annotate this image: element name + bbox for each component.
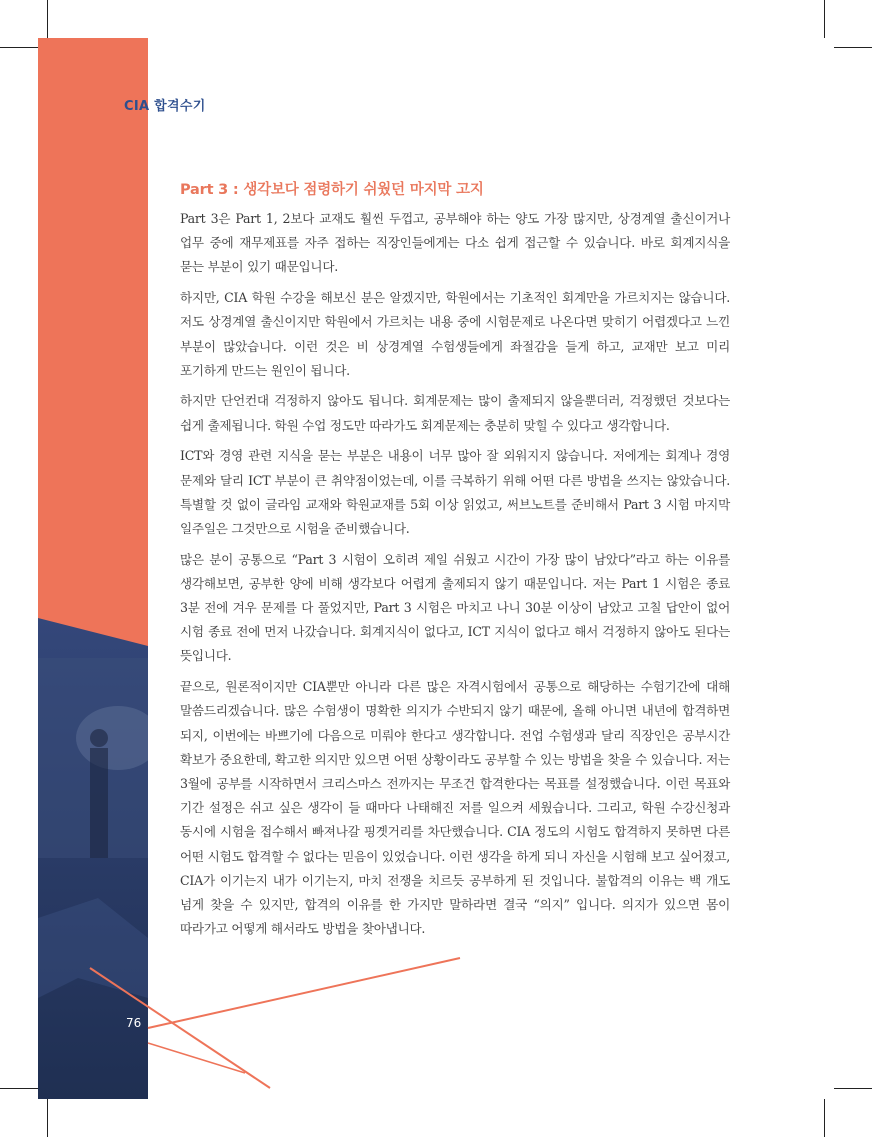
paragraph: ICT와 경영 관련 지식을 묻는 부분은 내용이 너무 많아 잘 외워지지 않습니다. 저에게는 회계나 경영 문제와 달리 ICT 부분이 큰 취약점이었는데, 이를 극복하기 위해 어떤 다른 방법을 쓰지는 않았습니다. 특별할 것 없이 글라임 교재와 학원교재를 5회 이상 읽었고, 써브노트를 준비해서 Part 3 시험 마지막 일주일은 그것만으로 시험을 준비했습니다. — [180, 448, 730, 536]
paragraph: 많은 분이 공통으로 “Part 3 시험이 오히려 제일 쉬웠고 시간이 가장 많이 남았다”라고 하는 이유를 생각해보면, 공부한 양에 비해 생각보다 어렵게 출제되지 않기 때문입니다. 저는 Part 1 시험은 종료 3분 전에 겨우 문제를 다 풀었지만, Part 3 시험은 마치고 나니 30분 이상이 남았고 고칠 답안이 없어 시험 종료 전에 먼저 나갔습니다. 회계지식이 없다고, ICT 지식이 없다고 해서 걱정하지 않아도 된다는 뜻입니다. — [180, 551, 730, 664]
page-number: 76 — [126, 1016, 142, 1030]
article-body — [180, 178, 730, 948]
running-header: CIA 합격수기 — [124, 99, 206, 114]
decorative-line-3 — [148, 1043, 245, 1073]
decorative-line-1 — [90, 968, 270, 1088]
paragraph: 끝으로, 원론적이지만 CIA뿐만 아니라 다른 많은 자격시험에서 공통으로 해당하는 수험기간에 대해 말씀드리겠습니다. 많은 수험생이 명확한 의지가 수반되지 않기 때문에, 올해 아니면 내년에 합격하면 되지, 이번에는 바쁘기에 다음으로 미뤄야 한다고 생각합니다. 전업 수험생과 달리 직장인은 공부시간 확보가 중요한데, 확고한 의지만 있으면 어떤 상황이라도 공부할 수 있는 방법을 찾을 수 있습니다. 저는 3월에 공부를 시작하면서 크리스마스 전까지는 무조건 합격한다는 목표를 설정했습니다. 이런 목표와 기간 설정은 쉬고 싶은 생각이 들 때마다 나태해진 저를 일으켜 세웠습니다. 그리고, 학원 수강신청과 동시에 시험을 접수해서 빠져나갈 핑곗거리를 차단했습니다. CIA 정도의 시험도 합격하지 못하면 다른 어떤 시험도 합격할 수 없다는 믿음이 있었습니다. 이런 생각을 하게 되니 자신을 시험해 보고 싶어졌고, CIA가 이기는지 내가 이기는지, 마치 전쟁을 치르듯 공부하게 된 것입니다. 불합격의 이유는 백 개도 넘게 찾을 수 있지만, 합격의 이유를 한 가지만 말하라면 결국 “의지” 입니다. 의지가 있으면 몸이 따라가고 어떻게 해서라도 방법을 찾아냅니다. — [180, 679, 730, 937]
section-title: Part 3 : 생각보다 점령하기 쉬웠던 마지막 고지 — [180, 182, 484, 198]
paragraph: 하지만 단언컨대 걱정하지 않아도 됩니다. 회계문제는 많이 출제되지 않을뿐더러, 걱정했던 것보다는 쉽게 출제됩니다. 학원 수업 정도만 따라가도 회계문제는 충분히 맞힐 수 있다고 생각합니다. — [180, 393, 730, 433]
decorative-line-2 — [148, 958, 460, 1028]
paragraph: 하지만, CIA 학원 수강을 해보신 분은 알겠지만, 학원에서는 기초적인 회계만을 가르치지는 않습니다. 저도 상경계열 출신이지만 학원에서 가르치는 내용 중에 시험문제로 나온다면 맞히기 어렵겠다고 느낀 부분이 많았습니다. 이런 것은 비 상경계열 수험생들에게 좌절감을 들게 하고, 교재만 보고 미리 포기하게 만드는 원인이 됩니다. — [180, 290, 730, 378]
paragraph: Part 3은 Part 1, 2보다 교재도 훨씬 두껍고, 공부해야 하는 양도 가장 많지만, 상경계열 출신이거나 업무 중에 재무제표를 자주 접하는 직장인들에게는 다소 쉽게 접근할 수 있습니다. 바로 회계지식을 묻는 부분이 있기 때문입니다. — [180, 211, 730, 275]
